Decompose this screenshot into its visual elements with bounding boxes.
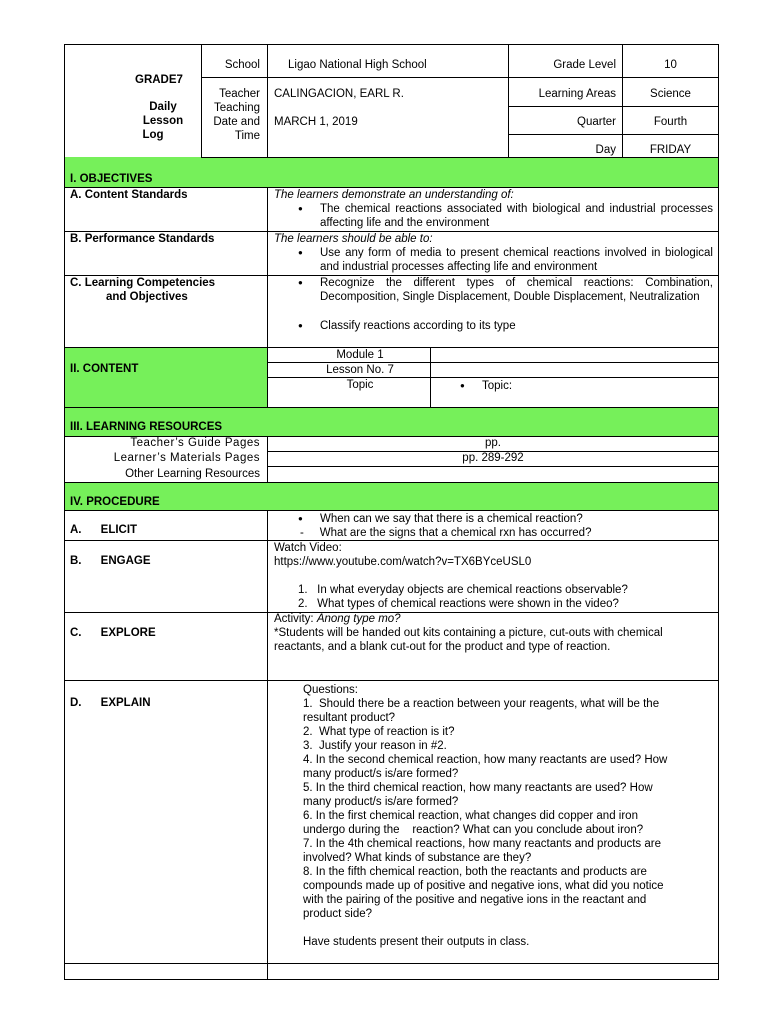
log-title-line-1: Daily xyxy=(149,101,177,113)
learning-areas-label: Learning Areas xyxy=(538,88,616,100)
explain-line: 2. What type of reaction is it? xyxy=(303,726,455,738)
lm-pages-value: pp. 289-292 xyxy=(462,452,524,464)
performance-standards-intro: The learners should be able to: xyxy=(274,233,433,245)
explain-line: with the pairing of the positive and negative ions in the reactant and xyxy=(303,894,647,906)
school-label: School xyxy=(224,59,260,71)
explore-activity-prefix: Activity: xyxy=(274,613,317,625)
teacher-label: Teacher xyxy=(219,88,260,100)
engage-watch: Watch Video: xyxy=(274,542,342,554)
content-heading: II. CONTENT xyxy=(70,363,139,375)
content-standards-intro: The learners demonstrate an understanding of: xyxy=(274,189,514,201)
explain-line: Questions: xyxy=(303,684,358,696)
engage-url[interactable]: https://www.youtube.com/watch?v=TX6BYceUSL0 xyxy=(274,556,532,568)
elicit-label: A. ELICIT xyxy=(70,524,138,536)
procedure-heading: IV. PROCEDURE xyxy=(70,496,160,508)
grade-level-label: Grade Level xyxy=(553,59,616,71)
content-standards-label: A. Content Standards xyxy=(70,189,188,201)
resources-heading: III. LEARNING RESOURCES xyxy=(70,421,223,433)
competencies-bullet-1: ● Recognize the different types of chemical reactions: Combination, Decomposition, Single Displacement, Double Displacement, Neutralization xyxy=(320,276,713,304)
explain-line: 4. In the second chemical reaction, how many reactants are used? How xyxy=(303,754,668,766)
objectives-bar xyxy=(65,157,718,187)
elicit-bullet: ● When can we say that there is a chemical reaction? xyxy=(320,512,583,526)
competencies-label-1: C. Learning Competencies xyxy=(70,277,216,289)
content-bar xyxy=(65,347,267,407)
lesson-label: Lesson No. 7 xyxy=(326,364,394,376)
quarter-label: Quarter xyxy=(577,116,616,128)
explain-line: compounds made up of positive and negative ions, what did you notice xyxy=(303,880,664,892)
module-label: Module 1 xyxy=(336,349,384,361)
grade-label: GRADE7 xyxy=(135,74,183,86)
tg-pages-value: pp. xyxy=(485,437,501,449)
explain-line: 3. Justify your reason in #2. xyxy=(303,740,447,752)
topic-label: Topic xyxy=(346,379,374,391)
explore-activity-title: Anong type mo? xyxy=(316,613,401,625)
explain-line: 7. In the 4th chemical reactions, how many reactants and products are xyxy=(303,838,661,850)
explain-line: resultant product? xyxy=(303,712,396,724)
explain-line: many product/s is/are formed? xyxy=(303,768,459,780)
competencies-bullet-2: ● Classify reactions according to its type xyxy=(320,319,516,333)
explain-line: 6. In the first chemical reaction, what changes did copper and iron xyxy=(303,810,638,822)
school-value: Ligao National High School xyxy=(288,59,427,71)
performance-standards-bullet: ● Use any form of media to present chemical reactions involved in biological and industrial processes affecting life and environment xyxy=(320,246,713,274)
elicit-dash: - What are the signs that a chemical rxn has occurred? xyxy=(300,527,592,539)
tg-pages-label: Teacher’s Guide Pages xyxy=(130,437,260,449)
explore-label: C. EXPLORE xyxy=(70,627,156,639)
explain-line: 5. In the third chemical reaction, how many reactants are used? How xyxy=(303,782,653,794)
explore-line-1: *Students will be handed out kits containing a picture, cut-outs with chemical xyxy=(274,627,663,639)
day-value: FRIDAY xyxy=(649,144,692,156)
lm-pages-label: Learner’s Materials Pages xyxy=(113,452,260,464)
engage-question-2: 2. What types of chemical reactions were shown in the video? xyxy=(298,598,619,610)
performance-standards-label: B. Performance Standards xyxy=(70,233,215,245)
engage-question-1: 1. In what everyday objects are chemical reactions observable? xyxy=(298,584,628,596)
date-value: MARCH 1, 2019 xyxy=(274,116,358,128)
explore-line-2: reactants, and a blank cut-out for the product and type of reaction. xyxy=(274,641,611,653)
other-resources-label: Other Learning Resources xyxy=(125,468,260,480)
date-label-1: Teaching xyxy=(213,102,260,114)
date-label-2: Date and xyxy=(213,116,260,128)
topic-value: ● Topic: xyxy=(482,379,512,393)
content-standards-bullet: ● The chemical reactions associated with biological and industrial processes affecting life and the environment xyxy=(320,202,713,230)
explore-activity xyxy=(274,612,401,626)
teacher-value: CALINGACION, EARL R. xyxy=(274,88,404,100)
log-title-line-3: Log xyxy=(142,129,164,141)
explain-line: involved? What kinds of substance are they? xyxy=(303,852,532,864)
quarter-value: Fourth xyxy=(653,116,688,128)
explain-line: Have students present their outputs in class. xyxy=(303,936,530,948)
procedure-bar xyxy=(65,482,718,510)
explain-line: 1. Should there be a reaction between your reagents, what will be the xyxy=(303,698,660,710)
explain-line: 8. In the fifth chemical reaction, both the reactants and products are xyxy=(303,866,647,878)
explain-line: product side? xyxy=(303,908,373,920)
engage-label: B. ENGAGE xyxy=(70,555,151,567)
explain-line: many product/s is/are formed? xyxy=(303,796,459,808)
objectives-heading: I. OBJECTIVES xyxy=(70,173,153,185)
day-label: Day xyxy=(595,144,616,156)
explain-label: D. EXPLAIN xyxy=(70,697,151,709)
learning-areas-value: Science xyxy=(650,88,691,100)
competencies-label-2: and Objectives xyxy=(106,291,188,303)
date-label-3: Time xyxy=(234,130,260,142)
grade-level-value: 10 xyxy=(664,59,677,71)
explain-line: undergo during the reaction? What can you conclude about iron? xyxy=(303,824,644,836)
log-title-line-2: Lesson xyxy=(142,115,184,127)
